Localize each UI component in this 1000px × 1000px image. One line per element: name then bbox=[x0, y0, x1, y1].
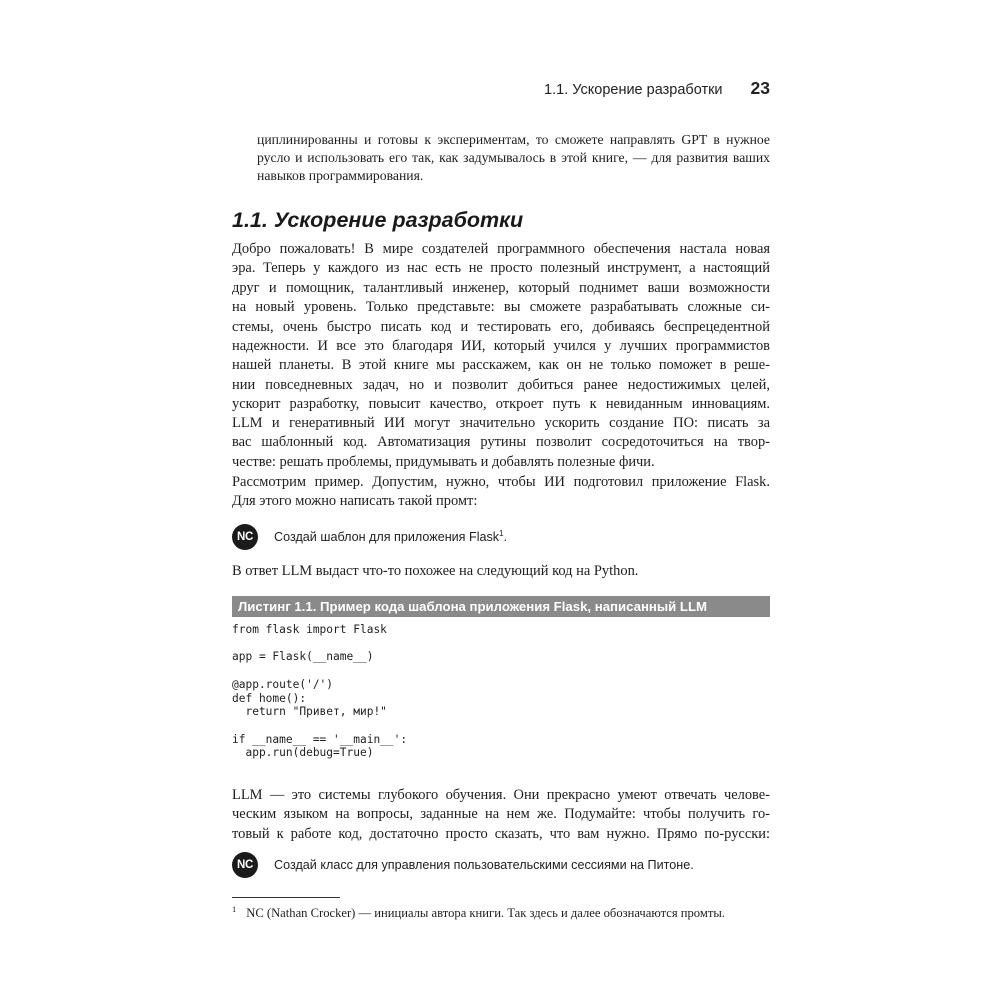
running-header bbox=[544, 78, 770, 99]
text-line: русло и использовать его так, как задумывалось в этой книге, — для развития ваших bbox=[257, 150, 770, 165]
text-line: на новый уровень. Только представьте: вы сможете разрабатывать сложные си- bbox=[232, 299, 770, 316]
paragraph-llm bbox=[232, 414, 770, 472]
section-heading: 1.1. Ускорение разработки bbox=[232, 208, 524, 232]
text-line: нии повседневных задач, но и позволит добиться ранее недостижимых целей, bbox=[232, 376, 770, 393]
text-line: надежности. И все это благодаря ИИ, который учился у лучших программистов bbox=[232, 338, 770, 355]
text-line: Добро пожаловать! В мире создателей программного обеспечения настала новая bbox=[232, 241, 770, 257]
text-line: нашей планеты. В этой книге мы расскажем, как он не только поможет в реше- bbox=[232, 357, 770, 374]
footnote-reference[interactable]: 1 bbox=[499, 528, 504, 538]
continued-paragraph bbox=[257, 131, 770, 185]
page-number: 23 bbox=[750, 78, 770, 98]
text-line: навыков программирования. bbox=[257, 168, 424, 183]
footnote bbox=[232, 905, 770, 921]
footnote-text: NC (Nathan Crocker) — инициалы автора книги. Так здесь и далее обозначаются промты. bbox=[246, 906, 725, 920]
footnote-divider bbox=[232, 897, 340, 898]
paragraph-welcome bbox=[232, 240, 770, 415]
prompt-text: Создай класс для управления пользовательскими сессиями на Питоне. bbox=[274, 858, 694, 872]
text-line: LLM и генеративный ИИ могут значительно ускорить создание ПО: писать за bbox=[232, 415, 770, 431]
running-header-title: 1.1. Ускорение разработки bbox=[544, 82, 723, 98]
text-line: циплинированны и готовы к экспериментам, то сможете направлять GPT в нужное bbox=[257, 132, 770, 147]
paragraph-example bbox=[232, 473, 770, 512]
listing-caption: Листинг 1.1. Пример кода шаблона приложения Flask, написанный LLM bbox=[232, 596, 770, 617]
paragraph-response: В ответ LLM выдаст что-то похожее на следующий код на Python. bbox=[232, 563, 639, 579]
author-initials-badge: NC bbox=[232, 852, 258, 878]
footnote-mark: 1 bbox=[232, 903, 237, 914]
text-line: Для этого можно написать такой промт: bbox=[232, 493, 478, 510]
prompt-flask-template bbox=[232, 524, 507, 550]
text-line: честве: решать проблемы, придумывать и добавлять полезные фичи. bbox=[232, 453, 655, 470]
text-line: друг и помощник, талантливый инженер, который поднимет ваши возможности bbox=[232, 279, 770, 296]
text-line: Рассмотрим пример. Допустим, нужно, чтобы ИИ подготовил приложение Flask. bbox=[232, 474, 770, 490]
prompt-session-class bbox=[232, 852, 694, 878]
paragraph-deep-learning bbox=[232, 786, 770, 844]
text-line: LLM — это системы глубокого обучения. Они прекрасно умеют отвечать челове- bbox=[232, 787, 770, 803]
book-page bbox=[232, 0, 770, 1000]
text-line: товый к работе код, достаточно просто сказать, что вам нужно. Прямо по-русски: bbox=[232, 825, 770, 842]
author-initials-badge: NC bbox=[232, 524, 258, 550]
text-line: ческим языком на вопросы, заданные на нем же. Подумайте: чтобы получить го- bbox=[232, 806, 770, 823]
text-line: вас шаблонный код. Автоматизация рутины позволит сосредоточиться на твор- bbox=[232, 434, 770, 451]
text-line: стемы, очень быстро писать код и тестировать его, добиваясь беспрецедентной bbox=[232, 318, 770, 335]
text-line: эра. Теперь у каждого из нас есть не просто полезный инструмент, а настоящий bbox=[232, 260, 770, 277]
prompt-text: Создай шаблон для приложения Flask$^1$. bbox=[274, 528, 508, 544]
code-listing: from flask import Flask app = Flask(__name__) @app.route('/') def home(): return "Привет, мир!" if __name__ == '__main__': app.run(debug=True) bbox=[232, 623, 408, 760]
text-line: ускорит разработку, повысит качество, откроет путь к невиданным инновациям. bbox=[232, 396, 770, 413]
